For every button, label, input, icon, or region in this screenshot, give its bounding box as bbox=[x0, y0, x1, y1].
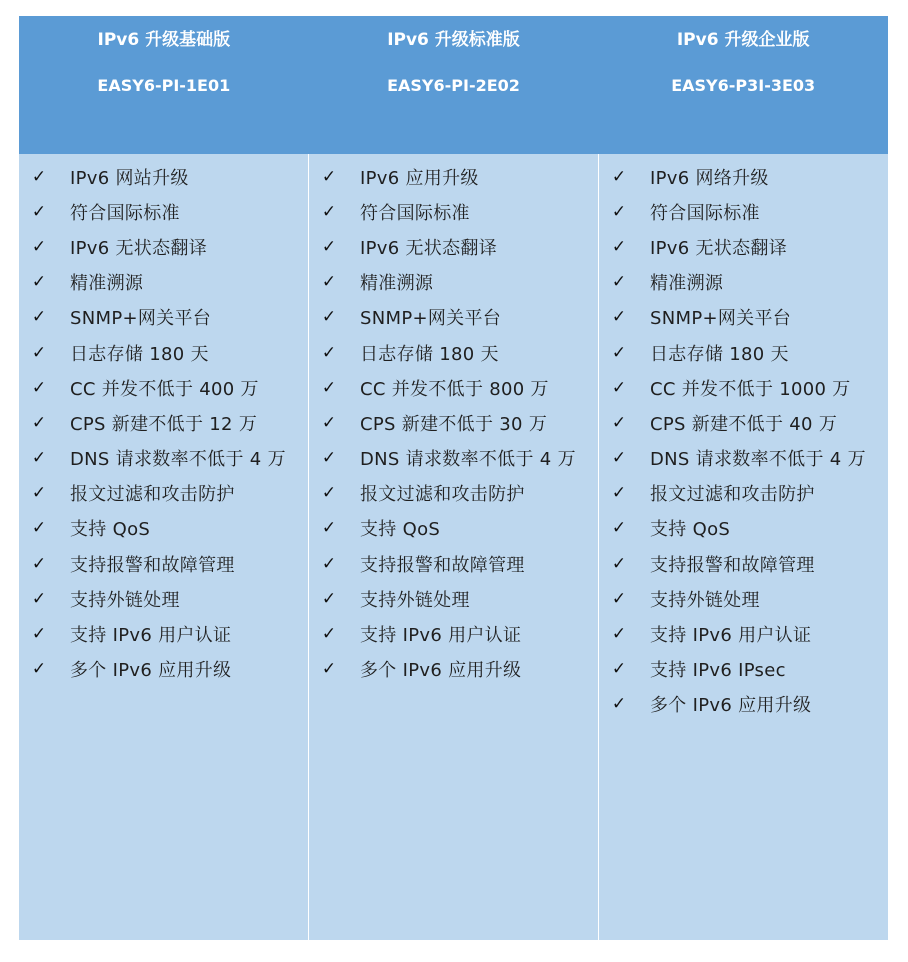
checkmark-icon: ✓ bbox=[611, 659, 627, 680]
checkmark-icon: ✓ bbox=[31, 412, 47, 433]
plan-title: IPv6 升级企业版 bbox=[676, 30, 810, 50]
checkmark-icon: ✓ bbox=[321, 483, 337, 504]
feature-item bbox=[599, 194, 888, 229]
feature-item bbox=[19, 652, 308, 687]
feature-label: 支持报警和故障管理 bbox=[70, 554, 235, 576]
feature-label: 支持 IPv6 用户认证 bbox=[650, 625, 812, 647]
checkmark-icon: ✓ bbox=[611, 588, 627, 609]
feature-item bbox=[19, 581, 308, 616]
checkmark-icon: ✓ bbox=[321, 553, 337, 574]
feature-list bbox=[309, 159, 598, 687]
checkmark-icon: ✓ bbox=[31, 307, 47, 328]
feature-label: 多个 IPv6 应用升级 bbox=[70, 660, 232, 682]
checkmark-icon: ✓ bbox=[31, 272, 47, 293]
checkmark-icon: ✓ bbox=[611, 236, 627, 257]
feature-label: IPv6 无状态翻译 bbox=[650, 237, 787, 259]
checkmark-icon: ✓ bbox=[611, 448, 627, 469]
checkmark-icon: ✓ bbox=[611, 307, 627, 328]
feature-label: SNMP+网关平台 bbox=[70, 308, 212, 330]
plan-model: EASY6-PI-1E01 bbox=[97, 76, 231, 95]
checkmark-icon: ✓ bbox=[611, 694, 627, 715]
feature-label: 支持报警和故障管理 bbox=[360, 554, 525, 576]
plan-title: IPv6 升级标准版 bbox=[387, 30, 520, 50]
feature-item bbox=[309, 441, 598, 476]
feature-item bbox=[309, 581, 598, 616]
feature-item bbox=[309, 511, 598, 546]
checkmark-icon: ✓ bbox=[321, 307, 337, 328]
feature-label: 报文过滤和攻击防护 bbox=[360, 484, 525, 506]
checkmark-icon: ✓ bbox=[31, 236, 47, 257]
header-row bbox=[19, 16, 888, 154]
plan-title: IPv6 升级基础版 bbox=[97, 30, 231, 50]
checkmark-icon: ✓ bbox=[321, 342, 337, 363]
feature-label: 符合国际标准 bbox=[360, 202, 470, 224]
column-header-standard bbox=[309, 16, 599, 154]
checkmark-icon: ✓ bbox=[31, 201, 47, 222]
feature-label: 多个 IPv6 应用升级 bbox=[650, 695, 812, 717]
feature-item bbox=[309, 370, 598, 405]
feature-item bbox=[19, 229, 308, 264]
feature-label: 符合国际标准 bbox=[70, 202, 180, 224]
checkmark-icon: ✓ bbox=[31, 659, 47, 680]
feature-item bbox=[599, 405, 888, 440]
feature-label: IPv6 无状态翻译 bbox=[360, 237, 497, 259]
feature-label: CPS 新建不低于 12 万 bbox=[70, 413, 258, 435]
checkmark-icon: ✓ bbox=[31, 166, 47, 187]
feature-item bbox=[19, 194, 308, 229]
column-header-enterprise bbox=[598, 16, 888, 154]
feature-item bbox=[19, 476, 308, 511]
feature-item bbox=[309, 335, 598, 370]
feature-label: 支持 QoS bbox=[70, 519, 151, 541]
checkmark-icon: ✓ bbox=[31, 624, 47, 645]
checkmark-icon: ✓ bbox=[31, 342, 47, 363]
feature-item bbox=[599, 335, 888, 370]
feature-label: 日志存储 180 天 bbox=[70, 343, 209, 365]
checkmark-icon: ✓ bbox=[611, 412, 627, 433]
feature-item bbox=[19, 265, 308, 300]
checkmark-icon: ✓ bbox=[321, 166, 337, 187]
feature-label: DNS 请求数率不低于 4 万 bbox=[70, 449, 286, 471]
checkmark-icon: ✓ bbox=[611, 201, 627, 222]
checkmark-icon: ✓ bbox=[321, 236, 337, 257]
feature-item bbox=[599, 476, 888, 511]
feature-label: 日志存储 180 天 bbox=[360, 343, 499, 365]
feature-label: DNS 请求数率不低于 4 万 bbox=[650, 449, 866, 471]
checkmark-icon: ✓ bbox=[321, 659, 337, 680]
checkmark-icon: ✓ bbox=[321, 377, 337, 398]
feature-item bbox=[599, 265, 888, 300]
feature-item bbox=[599, 546, 888, 581]
feature-item bbox=[19, 441, 308, 476]
feature-label: CPS 新建不低于 30 万 bbox=[360, 413, 548, 435]
checkmark-icon: ✓ bbox=[611, 166, 627, 187]
feature-label: IPv6 无状态翻译 bbox=[70, 237, 207, 259]
feature-item bbox=[309, 159, 598, 194]
checkmark-icon: ✓ bbox=[321, 448, 337, 469]
feature-item bbox=[309, 405, 598, 440]
feature-item bbox=[599, 616, 888, 651]
checkmark-icon: ✓ bbox=[321, 518, 337, 539]
feature-label: 支持 IPv6 用户认证 bbox=[70, 625, 232, 647]
feature-label: 支持报警和故障管理 bbox=[650, 554, 815, 576]
feature-label: 精准溯源 bbox=[360, 273, 434, 295]
checkmark-icon: ✓ bbox=[321, 588, 337, 609]
feature-item bbox=[599, 581, 888, 616]
checkmark-icon: ✓ bbox=[31, 377, 47, 398]
feature-item bbox=[599, 652, 888, 687]
feature-label: 报文过滤和攻击防护 bbox=[650, 484, 815, 506]
feature-list bbox=[599, 159, 888, 722]
feature-label: CC 并发不低于 800 万 bbox=[360, 378, 549, 400]
checkmark-icon: ✓ bbox=[321, 412, 337, 433]
feature-label: IPv6 网络升级 bbox=[650, 167, 769, 189]
checkmark-icon: ✓ bbox=[611, 553, 627, 574]
checkmark-icon: ✓ bbox=[321, 624, 337, 645]
checkmark-icon: ✓ bbox=[31, 553, 47, 574]
feature-label: 支持 QoS bbox=[650, 519, 731, 541]
comparison-table bbox=[19, 16, 888, 940]
plan-model: EASY6-P3I-3E03 bbox=[671, 76, 816, 95]
feature-item bbox=[19, 335, 308, 370]
feature-label: CPS 新建不低于 40 万 bbox=[650, 413, 838, 435]
feature-item bbox=[19, 546, 308, 581]
feature-item bbox=[599, 229, 888, 264]
feature-label: 符合国际标准 bbox=[650, 202, 760, 224]
checkmark-icon: ✓ bbox=[321, 272, 337, 293]
feature-item bbox=[599, 687, 888, 722]
feature-label: 支持 IPv6 用户认证 bbox=[360, 625, 522, 647]
feature-label: 支持外链处理 bbox=[360, 589, 470, 611]
feature-item bbox=[19, 405, 308, 440]
feature-item bbox=[309, 229, 598, 264]
feature-item bbox=[309, 194, 598, 229]
checkmark-icon: ✓ bbox=[31, 588, 47, 609]
feature-label: 支持 IPv6 IPsec bbox=[650, 660, 786, 682]
feature-label: DNS 请求数率不低于 4 万 bbox=[360, 449, 576, 471]
feature-label: 支持 QoS bbox=[360, 519, 441, 541]
feature-item bbox=[19, 616, 308, 651]
feature-label: CC 并发不低于 400 万 bbox=[70, 378, 259, 400]
features-row bbox=[19, 154, 888, 940]
feature-item bbox=[309, 476, 598, 511]
checkmark-icon: ✓ bbox=[31, 448, 47, 469]
feature-item bbox=[309, 300, 598, 335]
features-standard bbox=[308, 154, 598, 940]
checkmark-icon: ✓ bbox=[611, 377, 627, 398]
checkmark-icon: ✓ bbox=[611, 483, 627, 504]
feature-label: SNMP+网关平台 bbox=[650, 308, 792, 330]
feature-label: 支持外链处理 bbox=[650, 589, 760, 611]
feature-item bbox=[19, 370, 308, 405]
plan-model: EASY6-PI-2E02 bbox=[387, 76, 520, 95]
feature-item bbox=[309, 652, 598, 687]
feature-label: 精准溯源 bbox=[70, 273, 144, 295]
checkmark-icon: ✓ bbox=[611, 518, 627, 539]
features-basic bbox=[19, 154, 308, 940]
feature-label: 多个 IPv6 应用升级 bbox=[360, 660, 522, 682]
features-enterprise bbox=[598, 154, 888, 940]
feature-item bbox=[309, 546, 598, 581]
column-header-basic bbox=[19, 16, 309, 154]
feature-label: 支持外链处理 bbox=[70, 589, 180, 611]
checkmark-icon: ✓ bbox=[321, 201, 337, 222]
feature-item bbox=[309, 616, 598, 651]
feature-label: 报文过滤和攻击防护 bbox=[70, 484, 235, 506]
checkmark-icon: ✓ bbox=[611, 624, 627, 645]
feature-item bbox=[19, 300, 308, 335]
checkmark-icon: ✓ bbox=[31, 518, 47, 539]
feature-label: IPv6 应用升级 bbox=[360, 167, 479, 189]
feature-item bbox=[599, 511, 888, 546]
checkmark-icon: ✓ bbox=[31, 483, 47, 504]
feature-label: CC 并发不低于 1000 万 bbox=[650, 378, 851, 400]
feature-label: 日志存储 180 天 bbox=[650, 343, 789, 365]
feature-item bbox=[599, 370, 888, 405]
feature-item bbox=[599, 441, 888, 476]
feature-item bbox=[19, 511, 308, 546]
feature-label: SNMP+网关平台 bbox=[360, 308, 502, 330]
checkmark-icon: ✓ bbox=[611, 272, 627, 293]
checkmark-icon: ✓ bbox=[611, 342, 627, 363]
feature-item bbox=[599, 159, 888, 194]
feature-item bbox=[19, 159, 308, 194]
feature-label: 精准溯源 bbox=[650, 273, 724, 295]
feature-item bbox=[599, 300, 888, 335]
feature-label: IPv6 网站升级 bbox=[70, 167, 189, 189]
feature-item bbox=[309, 265, 598, 300]
feature-list bbox=[19, 159, 308, 687]
